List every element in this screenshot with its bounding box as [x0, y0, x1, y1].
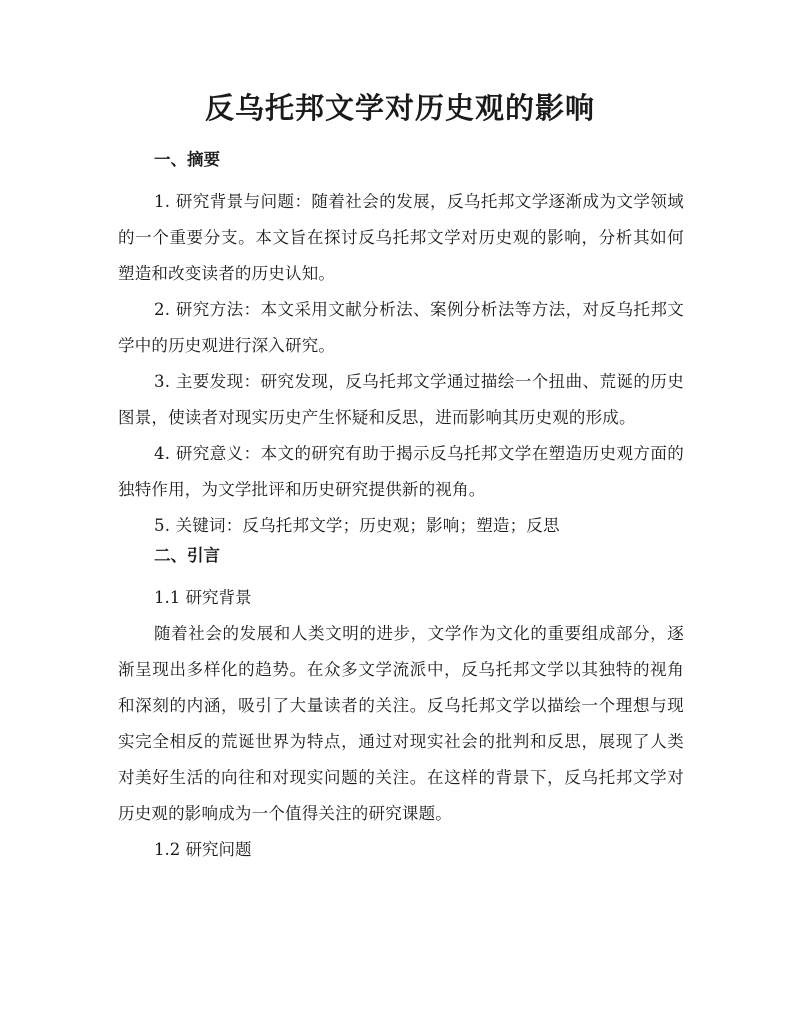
document-body	[118, 148, 684, 868]
abstract-item-2: 2. 研究方法：本文采用文献分析法、案例分析法等方法，对反乌托邦文学中的历史观进行深入研究。	[118, 300, 684, 355]
abstract-item-keywords: 5. 关键词：反乌托邦文学；历史观；影响；塑造；反思	[154, 516, 560, 535]
section-heading-introduction: 二、引言	[154, 546, 220, 565]
document-title: 反乌托邦文学对历史观的影响	[204, 91, 595, 125]
section-heading-abstract: 一、摘要	[154, 150, 220, 169]
abstract-item-3: 3. 主要发现：研究发现，反乌托邦文学通过描绘一个扭曲、荒诞的历史图景，使读者对现实历史产生怀疑和反思，进而影响其历史观的形成。	[118, 372, 684, 427]
introduction-paragraph: 随着社会的发展和人类文明的进步，文学作为文化的重要组成部分，逐渐呈现出多样化的趋势。在众多文学流派中，反乌托邦文学以其独特的视角和深刻的内涵，吸引了大量读者的关注。反乌托邦文学以描绘一个理想与现实完全相反的荒诞世界为特点，通过对现实社会的批判和反思，展现了人类对美好生活的向往和对现实问题的关注。在这样的背景下，反乌托邦文学对历史观的影响成为一个值得关注的研究课题。	[118, 624, 684, 823]
abstract-item-4: 4. 研究意义：本文的研究有助于揭示反乌托邦文学在塑造历史观方面的独特作用，为文学批评和历史研究提供新的视角。	[118, 444, 684, 499]
abstract-item-1: 1. 研究背景与问题：随着社会的发展，反乌托邦文学逐渐成为文学领域的一个重要分支。本文旨在探讨反乌托邦文学对历史观的影响，分析其如何塑造和改变读者的历史认知。	[118, 192, 684, 283]
subsection-research-background: 1.1 研究背景	[154, 588, 252, 607]
subsection-research-question: 1.2 研究问题	[154, 840, 252, 859]
